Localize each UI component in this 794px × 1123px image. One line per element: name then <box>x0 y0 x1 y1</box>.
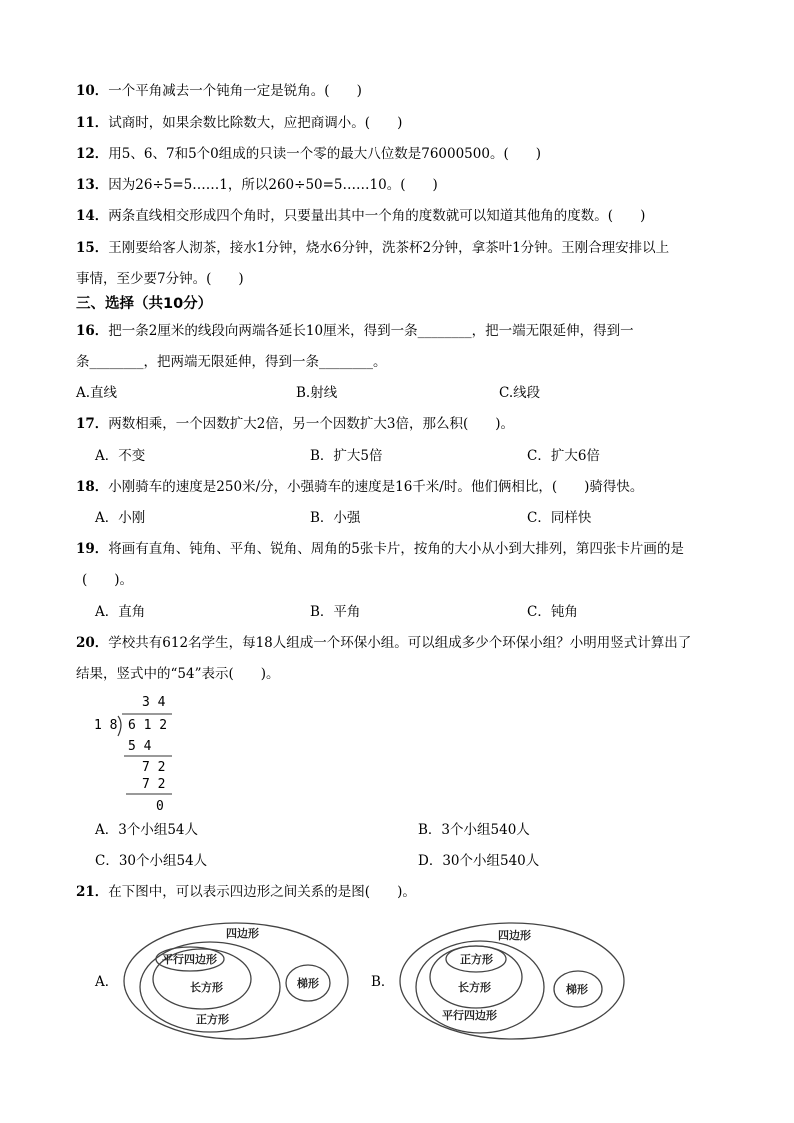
question-text: 一个平角减去一个钝角一定是锐角。( ) <box>108 83 362 99</box>
question-14 <box>76 207 645 225</box>
question-text: 两条直线相交形成四个角时，只要量出其中一个角的度数就可以知道其他角的度数。( ) <box>108 208 646 224</box>
option-c[interactable]: C．钝角 <box>527 604 578 620</box>
section-heading: 三、选择（共10分） <box>76 296 213 312</box>
question-20-continuation: 结果，竖式中的“54”表示( )。 <box>76 666 280 682</box>
question-number: 18． <box>76 479 109 495</box>
question-19 <box>76 540 684 558</box>
question-number: 14． <box>76 208 109 224</box>
option-a[interactable]: A.直线 <box>76 385 118 401</box>
question-text: 小刚骑车的速度是250米/分，小强骑车的速度是16千米/时。他们俩相比，( )骑得快。 <box>108 479 644 495</box>
question-text: 试商时，如果余数比除数大，应把商调小。( ) <box>108 115 403 131</box>
question-19-continuation: ( )。 <box>82 572 134 588</box>
option-a[interactable]: A．3个小组54人 <box>95 822 199 838</box>
option-b[interactable]: B．平角 <box>310 604 361 620</box>
question-number: 15． <box>76 240 109 256</box>
question-number: 10． <box>76 83 109 99</box>
question-17 <box>76 415 514 433</box>
option-b[interactable]: B.射线 <box>296 385 338 401</box>
question-15 <box>76 239 669 257</box>
question-number: 19． <box>76 541 109 557</box>
question-number: 17． <box>76 416 109 432</box>
question-text: 将画有直角、钝角、平角、锐角、周角的5张卡片，按角的大小从小到大排列，第四张卡片画的是 <box>108 541 684 557</box>
label-inner: 长方形 <box>458 981 491 994</box>
question-text: 在下图中，可以表示四边形之间关系的是图( )。 <box>108 884 416 900</box>
figure-b-label[interactable]: B． <box>371 974 395 990</box>
question-16-continuation: 条________，把两端无限延伸，得到一条________。 <box>76 354 387 370</box>
option-d[interactable]: D．30个小组540人 <box>418 853 540 869</box>
long-division-figure <box>88 692 188 816</box>
venn-diagram-b[interactable] <box>394 915 634 1045</box>
option-c[interactable]: C．30个小组54人 <box>95 853 208 869</box>
label-core: 正方形 <box>460 953 493 966</box>
question-number: 12． <box>76 146 109 162</box>
question-number: 13． <box>76 177 109 193</box>
option-b[interactable]: B．扩大5倍 <box>310 448 383 464</box>
question-text: 学校共有612名学生，每18人组成一个环保小组。可以组成多少个环保小组？小明用竖式计算出了 <box>108 635 692 651</box>
question-text: 用5、6、7和5个0组成的只读一个零的最大八位数是76000500。( ) <box>108 146 541 162</box>
question-18 <box>76 478 643 496</box>
label-side: 梯形 <box>566 983 588 996</box>
label-core: 平行四边形 <box>162 953 217 966</box>
division-bracket <box>118 716 121 736</box>
question-number: 16． <box>76 323 109 339</box>
label-mid: 平行四边形 <box>442 1009 497 1022</box>
division-remainder: 0 <box>156 799 164 814</box>
figure-a-label[interactable]: A． <box>95 974 119 990</box>
question-number: 20． <box>76 635 109 651</box>
division-quotient: 3 4 <box>142 695 166 710</box>
label-outer: 四边形 <box>498 929 531 942</box>
venn-diagram-a[interactable] <box>118 915 358 1045</box>
question-10 <box>76 82 362 100</box>
option-a[interactable]: A．直角 <box>95 604 146 620</box>
option-c[interactable]: C．同样快 <box>527 510 592 526</box>
label-side: 梯形 <box>297 977 319 990</box>
question-text: 因为26÷5=5……1，所以260÷50=5……10。( ) <box>108 177 438 193</box>
option-c[interactable]: C.线段 <box>499 385 541 401</box>
question-15-continuation: 事情，至少要7分钟。( ) <box>76 271 244 287</box>
option-b[interactable]: B．小强 <box>310 510 361 526</box>
label-inner: 长方形 <box>190 981 223 994</box>
option-b[interactable]: B．3个小组540人 <box>418 822 530 838</box>
question-20 <box>76 634 691 652</box>
question-13 <box>76 176 438 194</box>
question-21 <box>76 883 416 901</box>
option-a[interactable]: A．小刚 <box>95 510 146 526</box>
question-11 <box>76 114 402 132</box>
division-step-3: 7 2 <box>142 777 166 792</box>
question-text: 两数相乘，一个因数扩大2倍，另一个因数扩大3倍，那么积( )。 <box>108 416 515 432</box>
division-step-2: 7 2 <box>142 760 166 775</box>
question-text: 把一条2厘米的线段向两端各延长10厘米，得到一条________，把一端无限延伸，得到一 <box>108 323 634 339</box>
label-outer: 四边形 <box>226 927 259 940</box>
question-text: 王刚要给客人沏茶，接水1分钟，烧水6分钟，洗茶杯2分钟，拿茶叶1分钟。王刚合理安排以上 <box>108 240 670 256</box>
question-number: 11． <box>76 115 109 131</box>
option-a[interactable]: A．不变 <box>95 448 146 464</box>
division-divisor: 1 8 <box>94 718 118 733</box>
question-12 <box>76 145 541 163</box>
question-16 <box>76 322 634 340</box>
division-dividend: 6 1 2 <box>128 718 168 733</box>
question-number: 21． <box>76 884 109 900</box>
label-mid: 正方形 <box>196 1013 229 1026</box>
option-c[interactable]: C．扩大6倍 <box>527 448 600 464</box>
division-step-1: 5 4 <box>128 739 152 754</box>
